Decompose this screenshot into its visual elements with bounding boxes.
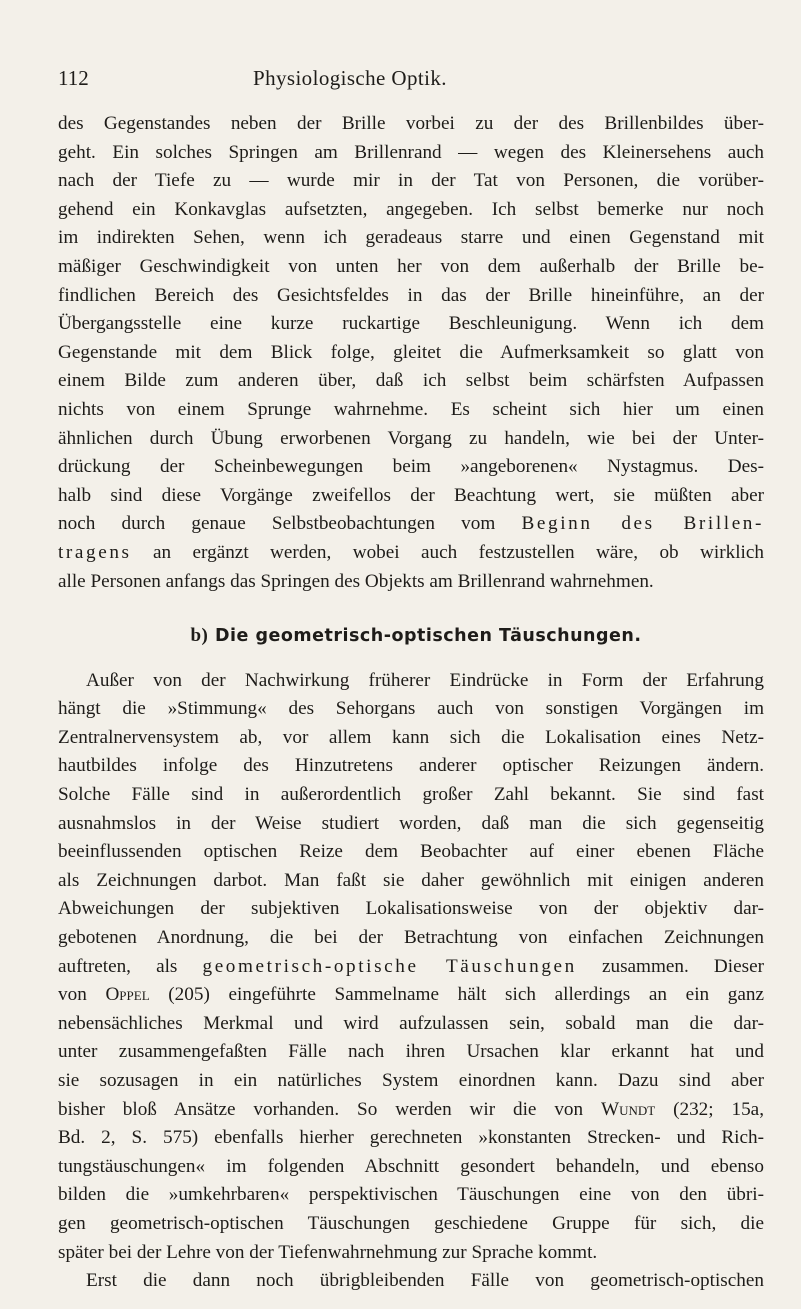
text-line bbox=[58, 510, 764, 539]
text-run: (232; 15a, bbox=[655, 1098, 764, 1120]
text-line: später bei der Lehre von der Tiefenwahrnehmung zur Sprache kommt. bbox=[58, 1241, 598, 1263]
text-line: Gegenstande mit dem Blick folge, gleitet die Aufmerksamkeit so glatt von bbox=[58, 341, 764, 363]
text-line: Abweichungen der subjektiven Lokalisationsweise von der objektiv dar- bbox=[58, 898, 764, 920]
text-line: im indirekten Sehen, wenn ich geradeaus starre und einen Gegenstand mit bbox=[58, 227, 764, 249]
section-heading bbox=[58, 622, 764, 651]
text-run: zusammen. Dieser bbox=[576, 955, 764, 977]
text-line: nichts von einem Sprunge wahrnehme. Es scheint sich hier um einen bbox=[58, 398, 764, 420]
text-line: mäßiger Geschwindigkeit von unten her von dem außerhalb der Brille be- bbox=[58, 255, 764, 277]
text-line: bilden die »umkehrbaren« perspektivischen Täuschungen eine von den übri- bbox=[58, 1184, 764, 1206]
text-line: einem Bilde zum anderen über, daß ich selbst beim schärfsten Aufpassen bbox=[58, 370, 764, 392]
text-line: gen geometrisch-optischen Täuschungen geschiedene Gruppe für sich, die bbox=[58, 1212, 764, 1234]
text-line: nebensächliches Merkmal und wird aufzulassen sein, sobald man die dar- bbox=[58, 1012, 764, 1034]
text-line bbox=[58, 981, 764, 1010]
text-line bbox=[58, 953, 764, 982]
author-name: Oppel bbox=[105, 984, 150, 1006]
paragraph-2 bbox=[58, 667, 764, 1267]
text-line bbox=[58, 1096, 764, 1125]
text-line: hängt die »Stimmung« des Sehorgans auch von sonstigen Vorgängen im bbox=[58, 698, 764, 720]
text-line bbox=[58, 539, 764, 568]
text-line: sie sozusagen in ein natürliches System einordnen kann. Dazu sind aber bbox=[58, 1070, 764, 1091]
text-run: (205) eingeführte Sammelname hält sich allerdings an ein ganz bbox=[149, 984, 764, 1006]
emphasized-text: Beginn des Brillen- bbox=[521, 513, 764, 535]
text-line: hautbildes infolge des Hinzutretens anderer optischer Reizungen ändern. bbox=[58, 755, 764, 777]
running-head bbox=[58, 66, 764, 110]
text-line: geht. Ein solches Springen am Brillenrand — wegen des Kleinersehens auch bbox=[58, 141, 764, 163]
text-line: des Gegenstandes neben der Brille vorbei zu der des Brillenbildes über- bbox=[58, 113, 764, 134]
text-run: von bbox=[58, 984, 106, 1006]
text-line: Erst die dann noch übrigbleibenden Fälle von geometrisch-optischen bbox=[86, 1270, 764, 1292]
page-number: 112 bbox=[58, 66, 89, 90]
text-run: auftreten, als bbox=[58, 955, 203, 977]
section-title: Die geometrisch-optischen Täuschungen. bbox=[214, 626, 642, 647]
text-run: an ergänzt werden, wobei auch festzustellen wäre, ob wirklich bbox=[131, 541, 764, 563]
paragraph-1 bbox=[58, 110, 764, 596]
text-line: Solche Fälle sind in außerordentlich großer Zahl bekannt. Sie sind fast bbox=[58, 784, 764, 806]
author-name: Wundt bbox=[601, 1098, 656, 1120]
text-run: bisher bloß Ansätze vorhanden. So werden wir die von bbox=[58, 1098, 601, 1120]
text-line: alle Personen anfangs das Springen des Objekts am Brillenrand wahrnehmen. bbox=[58, 570, 654, 592]
text-line: tungstäuschungen« im folgenden Abschnitt gesondert behandeln, und ebenso bbox=[58, 1155, 764, 1177]
emphasized-text: tragens bbox=[58, 541, 132, 563]
body-text bbox=[58, 110, 764, 1296]
text-line: findlichen Bereich des Gesichtsfeldes in das der Brille hineinführe, an der bbox=[58, 284, 764, 306]
text-line: unter zusammengefaßten Fälle nach ihren Ursachen klar erkannt hat und bbox=[58, 1041, 764, 1063]
text-line: ähnlichen durch Übung erworbenen Vorgang zu handeln, wie bei der Unter- bbox=[58, 427, 764, 449]
section-letter: b) bbox=[190, 625, 209, 647]
running-title: Physiologische Optik. bbox=[253, 66, 447, 90]
paragraph-3 bbox=[58, 1267, 764, 1296]
text-line: gehend ein Konkavglas aufsetzten, angegeben. Ich selbst bemerke nur noch bbox=[58, 198, 764, 220]
text-line: ausnahmslos in der Weise studiert worden, daß man die sich gegenseitig bbox=[58, 812, 764, 834]
text-line: Zentralnervensystem ab, vor allem kann sich die Lokalisation eines Netz- bbox=[58, 726, 764, 748]
text-line: gebotenen Anordnung, die bei der Betrachtung von einfachen Zeichnungen bbox=[58, 927, 764, 949]
text-line: Bd. 2, S. 575) ebenfalls hierher gerechneten »konstanten Strecken- und Rich- bbox=[58, 1127, 764, 1149]
text-line: nach der Tiefe zu — wurde mir in der Tat von Personen, die vorüber- bbox=[58, 170, 764, 192]
text-run: noch durch genaue Selbstbeobachtungen vom bbox=[58, 513, 522, 535]
text-line: Außer von der Nachwirkung früherer Eindrücke in Form der Erfahrung bbox=[86, 669, 764, 691]
text-line: beeinflussenden optischen Reize dem Beobachter auf einer ebenen Fläche bbox=[58, 841, 764, 863]
emphasized-text: geometrisch-optische Täuschungen bbox=[202, 955, 577, 977]
text-line: drückung der Scheinbewegungen beim »angeborenen« Nystagmus. Des- bbox=[58, 456, 764, 478]
text-line: halb sind diese Vorgänge zweifellos der Beachtung wert, sie müßten aber bbox=[58, 484, 764, 506]
text-line: als Zeichnungen darbot. Man faßt sie daher gewöhnlich mit einigen anderen bbox=[58, 869, 764, 891]
text-line: Übergangsstelle eine kurze ruckartige Beschleunigung. Wenn ich dem bbox=[58, 313, 764, 335]
